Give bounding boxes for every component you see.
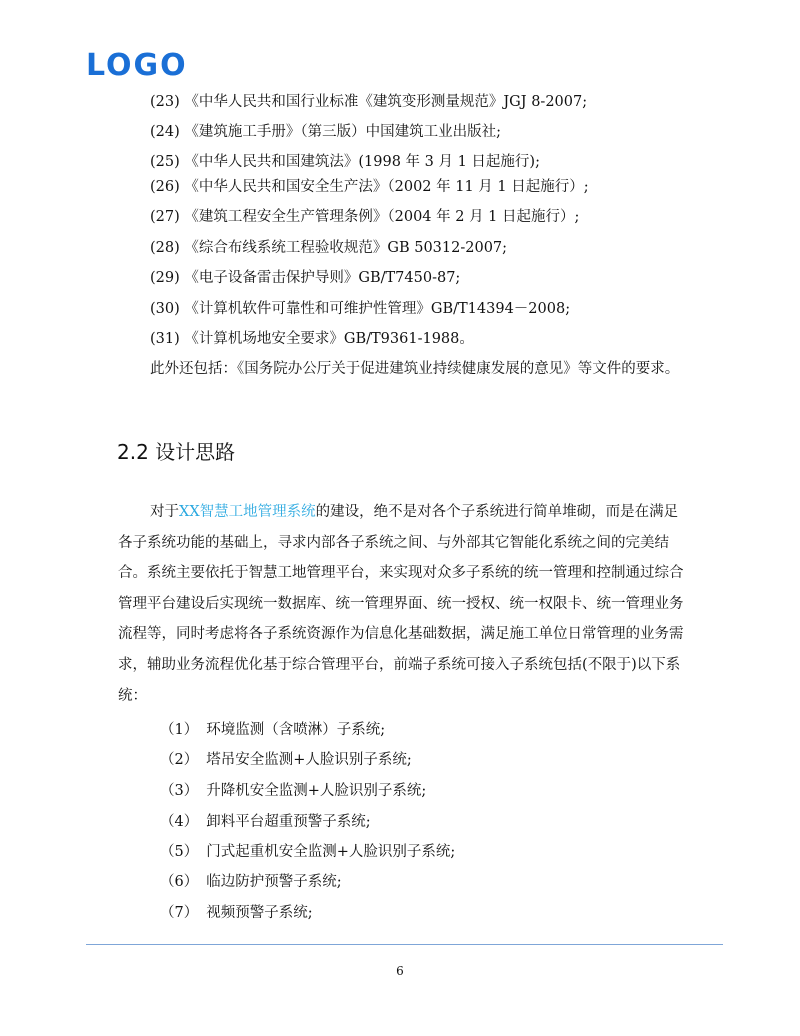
reference-item-29: (29) 《电子设备雷击保护导则》GB/T7450-87; [150, 270, 461, 286]
subsystem-item: （4） 卸料平台超重预警子系统; [160, 814, 371, 830]
page-number: 6 [396, 964, 404, 978]
reference-item-24: (24) 《建筑施工手册》（第三版）中国建筑工业出版社; [150, 124, 502, 140]
reference-item-26: (26) 《中华人民共和国安全生产法》（2002 年 11 月 1 日起施行）; [150, 179, 589, 195]
section-heading: 2.2 设计思路 [117, 440, 236, 464]
body-text: 的建设，绝不是对各个子系统进行简单堆砌，而是在满足各子系统功能的基础上，寻求内部各子系统之间、与外部其它智能化系统之间的完美结合。系统主要依托于智慧工地管理平台，来实现对众多子系统的统一管理和控制通过综合管理平台建设后实现统一数据库、统一管理界面、统一授权、统一权限卡、统一管理业务流程等，同时考虑将各子系统资源作为信息化基础数据，满足施工单位日常管理的业务需求，辅助业务流程优化基于综合管理平台，前端子系统可接入子系统包括(不限于)以下系统： [118, 504, 684, 704]
reference-item-30: (30) 《计算机软件可靠性和可维护性管理》GB/T14394－2008; [150, 301, 571, 317]
reference-item-28: (28) 《综合布线系统工程验收规范》GB 50312-2007; [150, 240, 508, 256]
logo: LOGO [86, 48, 188, 83]
reference-item-31: (31) 《计算机场地安全要求》GB/T9361-1988。 [150, 331, 474, 347]
extra-paragraph: 此外还包括：《国务院办公厅关于促进建筑业持续健康发展的意见》等文件的要求。 [150, 361, 680, 377]
subsystem-item: （6） 临边防护预警子系统; [160, 874, 342, 890]
reference-item-25: (25) 《中华人民共和国建筑法》(1998 年 3 月 1 日起施行); [150, 154, 540, 170]
subsystem-item: （1） 环境监测（含喷淋）子系统; [160, 722, 386, 738]
footer-divider [86, 944, 723, 945]
section-body [118, 497, 684, 711]
reference-item-23: (23) 《中华人民共和国行业标准《建筑变形测量规范》JGJ 8-2007; [150, 94, 588, 110]
subsystem-item: （5） 门式起重机安全监测+人脸识别子系统; [160, 844, 456, 860]
subsystem-item: （3） 升降机安全监测+人脸识别子系统; [160, 783, 427, 799]
system-name-highlight: XX智慧工地管理系统 [179, 504, 316, 520]
subsystem-item: （2） 塔吊安全监测+人脸识别子系统; [160, 752, 412, 768]
subsystem-item: （7） 视频预警子系统; [160, 905, 313, 921]
body-prefix: 对于 [150, 504, 179, 520]
reference-item-27: (27) 《建筑工程安全生产管理条例》（2004 年 2 月 1 日起施行）; [150, 209, 580, 225]
